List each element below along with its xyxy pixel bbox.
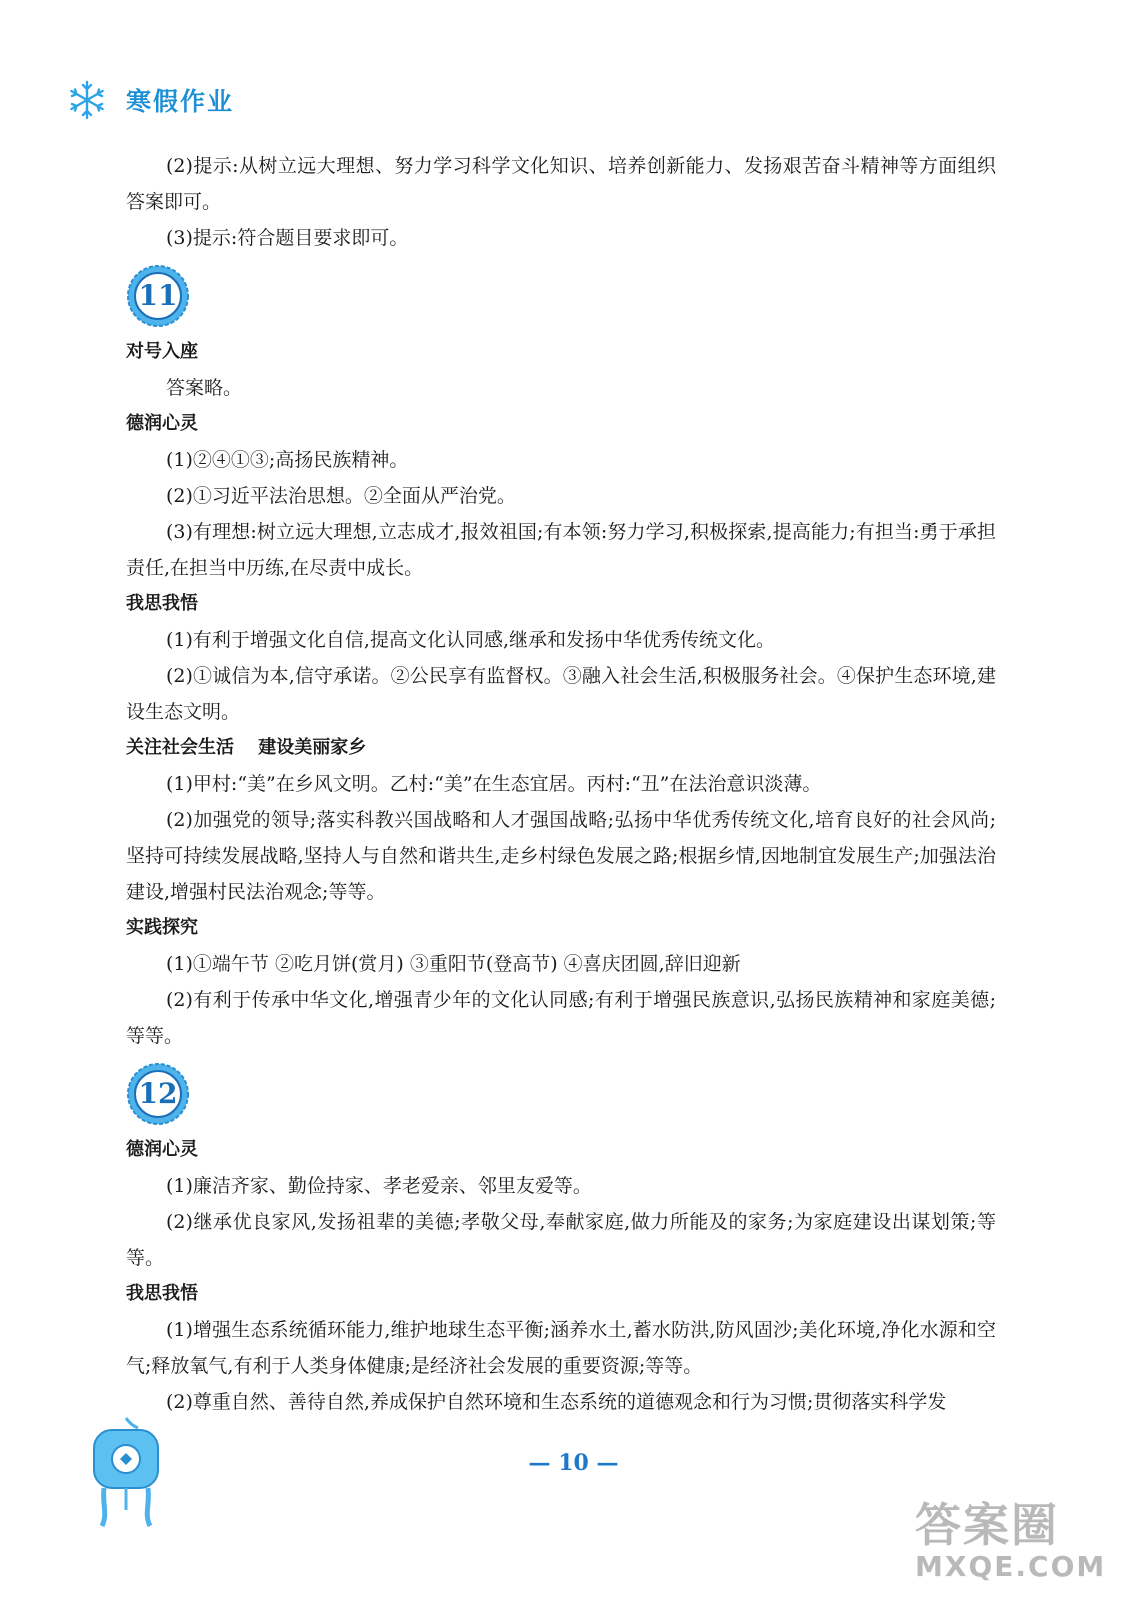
paragraph: 答案略。 — [166, 377, 243, 399]
watermark — [915, 1500, 1125, 1590]
paragraph: (1)①端午节 ②吃月饼(赏月) ③重阳节(登高节) ④喜庆团圆,辞旧迎新 — [166, 953, 741, 975]
section-badge-11 — [126, 264, 190, 328]
paragraph: (3)有理想:树立远大理想,立志成才,报效祖国;有本领:努力学习,积极探索,提高能力;有担当:勇于承担责任,在担当中历练,在尽责中成长。 — [126, 521, 996, 579]
section-heading: 我思我悟 — [126, 593, 198, 614]
paragraph: (3)提示:符合题目要求即可。 — [166, 227, 409, 249]
watermark-logo-text: 答案圈 — [915, 1498, 1059, 1552]
paragraph: (1)②④①③;高扬民族精神。 — [166, 449, 409, 471]
paragraph: (2)提示:从树立远大理想、努力学习科学文化知识、培养创新能力、发扬艰苦奋斗精神等方面组织答案即可。 — [126, 155, 996, 213]
paragraph: (1)甲村:“美”在乡风文明。乙村:“美”在生态宜居。丙村:“丑”在法治意识淡薄。 — [166, 773, 822, 795]
header-title: 寒假作业 — [126, 87, 235, 116]
paragraph: (2)继承优良家风,发扬祖辈的美德;孝敬父母,奉献家庭,做力所能及的家务;为家庭建设出谋划策;等等。 — [126, 1211, 996, 1269]
snowflake-icon — [66, 79, 108, 121]
badge-number: 12 — [138, 1077, 178, 1110]
paragraph: (2)①习近平法治思想。②全面从严治党。 — [166, 485, 516, 507]
paragraph: (2)加强党的领导;落实科教兴国战略和人才强国战略;弘扬中华优秀传统文化,培育良好的社会风尚;坚持可持续发展战略,坚持人与自然和谐共生,走乡村绿色发展之路;根据乡情,因地制宜发展生产;加强法治建设,增强村民法治观念;等等。 — [126, 809, 996, 903]
watermark-domain: MXQE.COM — [915, 1550, 1107, 1583]
paragraph: (2)①诚信为本,信守承诺。②公民享有监督权。③融入社会生活,积极服务社会。④保护生态环境,建设生态文明。 — [126, 665, 996, 723]
section-heading: 我思我悟 — [126, 1283, 198, 1304]
paragraph: (1)廉洁齐家、勤俭持家、孝老爱亲、邻里友爱等。 — [166, 1175, 592, 1197]
paragraph: (2)有利于传承中华文化,增强青少年的文化认同感;有利于增强民族意识,弘扬民族精神和家庭美德;等等。 — [126, 989, 996, 1047]
section-heading: 实践探究 — [126, 917, 198, 938]
section-badge-12 — [126, 1062, 190, 1126]
section-heading: 德润心灵 — [126, 413, 198, 434]
page-number: — 10 — — [528, 1450, 619, 1476]
answer-content — [126, 148, 996, 1420]
section-heading: 关注社会生活 建设美丽家乡 — [126, 737, 367, 758]
section-heading: 对号入座 — [126, 341, 198, 362]
paragraph: (1)增强生态系统循环能力,维护地球生态平衡;涵养水土,蓄水防洪,防风固沙;美化环境,净化水源和空气;释放氧气,有利于人类身体健康;是经济社会发展的重要资源;等等。 — [126, 1319, 996, 1377]
section-heading: 德润心灵 — [126, 1139, 198, 1160]
paragraph: (2)尊重自然、善待自然,养成保护自然环境和生态系统的道德观念和行为习惯;贯彻落实科学发 — [166, 1391, 947, 1413]
page-header — [66, 78, 234, 122]
badge-number: 11 — [138, 279, 178, 312]
paragraph: (1)有利于增强文化自信,提高文化认同感,继承和发扬中华优秀传统文化。 — [166, 629, 775, 651]
